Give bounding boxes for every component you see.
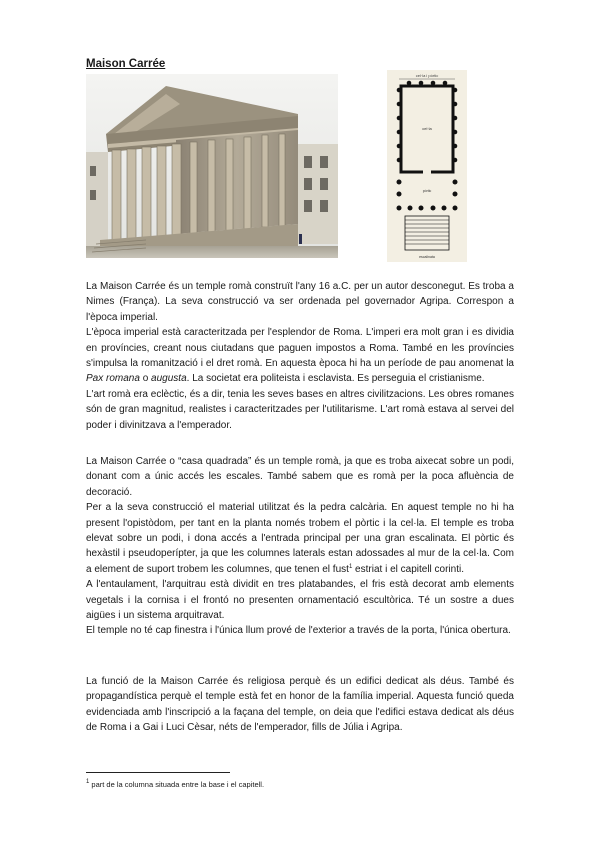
plan-top-label: cel·la i pòrtic — [415, 73, 439, 78]
section-function — [86, 674, 514, 736]
page-title: Maison Carrée — [86, 58, 166, 70]
paragraph: La Maison Carrée o “casa quadrada” és un temple romà, ja que es troba aixecat sobre un podi, donant com a únic accés les escales. També sabem que es romà per la poca afluència de decoració. — [86, 456, 514, 498]
section-history — [86, 279, 514, 433]
footnote-divider — [86, 772, 230, 773]
paragraph: El temple no té cap finestra i l'única llum prové de l'exterior a través de la porta, l'única obertura. — [86, 625, 511, 637]
footnote-marker: 1 — [86, 779, 90, 785]
plan-mid-label: pòrtic — [422, 189, 432, 193]
paragraph: L'època imperial està caracteritzada per l'esplendor de Roma. L'imperi era molt gran i es dividia en províncies, creant nous ciutadans que paguen impostos a Roma. També en les províncies s'impulsa la romanització i el dret romà. En aquesta època hi ha un període de pau anomenat la Pax romana o augusta. La societat era politeista i esclavista. Es perseguia el cristianisme. — [86, 327, 514, 385]
temple-photo — [86, 74, 338, 258]
footnote — [86, 780, 264, 790]
footnote-text: part de la columna situada entre la base i el capitell. — [89, 780, 265, 789]
paragraph: La funció de la Maison Carrée és religiosa perquè és un edifici dedicat als déus. També és propagandística perquè el temple està fet en honor de la família imperial. Aquesta funció queda evidenciada amb l'inscripció a la façana del temple, on deia que l'edifici estava dedicat als déus de Roma i a Gai i Luci Cèsar, néts de l'emperador, fills de Júlia i Agripa. — [86, 676, 514, 734]
paragraph: Per a la seva construcció el material utilitzat és la pedra calcària. En aquest temple no hi ha present l'opistòdom, per tant en la planta només trobem el pòrtic i la cel·la. El temple es troba elevat sobre un podi, i dona accés a l'entrada principal per una gran escalinata. El pòrtic és hexàstil i pseudoperípter, ja que les columnes laterals estan adossades al mur de la cel·la. Com a element de suport trobem les columnes, que tenen el fust$^1$ estriat i el capitell corinti. — [86, 502, 514, 575]
paragraph: La Maison Carrée és un temple romà construït l'any 16 a.C. per un autor desconegut. Es troba a Nimes (França). La seva construcció va ser ordenada pel governador Agripa. Correspon a l'època imperial. — [86, 281, 514, 323]
paragraph: A l'entaulament, l'arquitrau està dividit en tres platabandes, el fris està decorat amb elements vegetals i la cornisa i el frontó no presenten ornamentació escultòrica. Té un sostre a dues aigües i un sistema arquitravat. — [86, 579, 514, 622]
section-architecture — [86, 454, 514, 639]
plan-bottom-label: escalinata — [419, 255, 435, 259]
footnote-ref[interactable]: 1 — [348, 563, 353, 570]
paragraph: L'art romà era eclèctic, és a dir, tenia les seves bases en altres civilitzacions. Les obres romanes són de gran magnitud, realistes i caracteritzades per l'utilitarisme. L'art romà estava al servei del poder i divinitzava a l'emperador. — [86, 388, 514, 431]
plan-center-label: cel·la — [422, 126, 432, 131]
emphasis: augusta — [151, 373, 187, 385]
emphasis: Pax romana — [86, 373, 140, 385]
temple-floor-plan — [387, 70, 467, 262]
